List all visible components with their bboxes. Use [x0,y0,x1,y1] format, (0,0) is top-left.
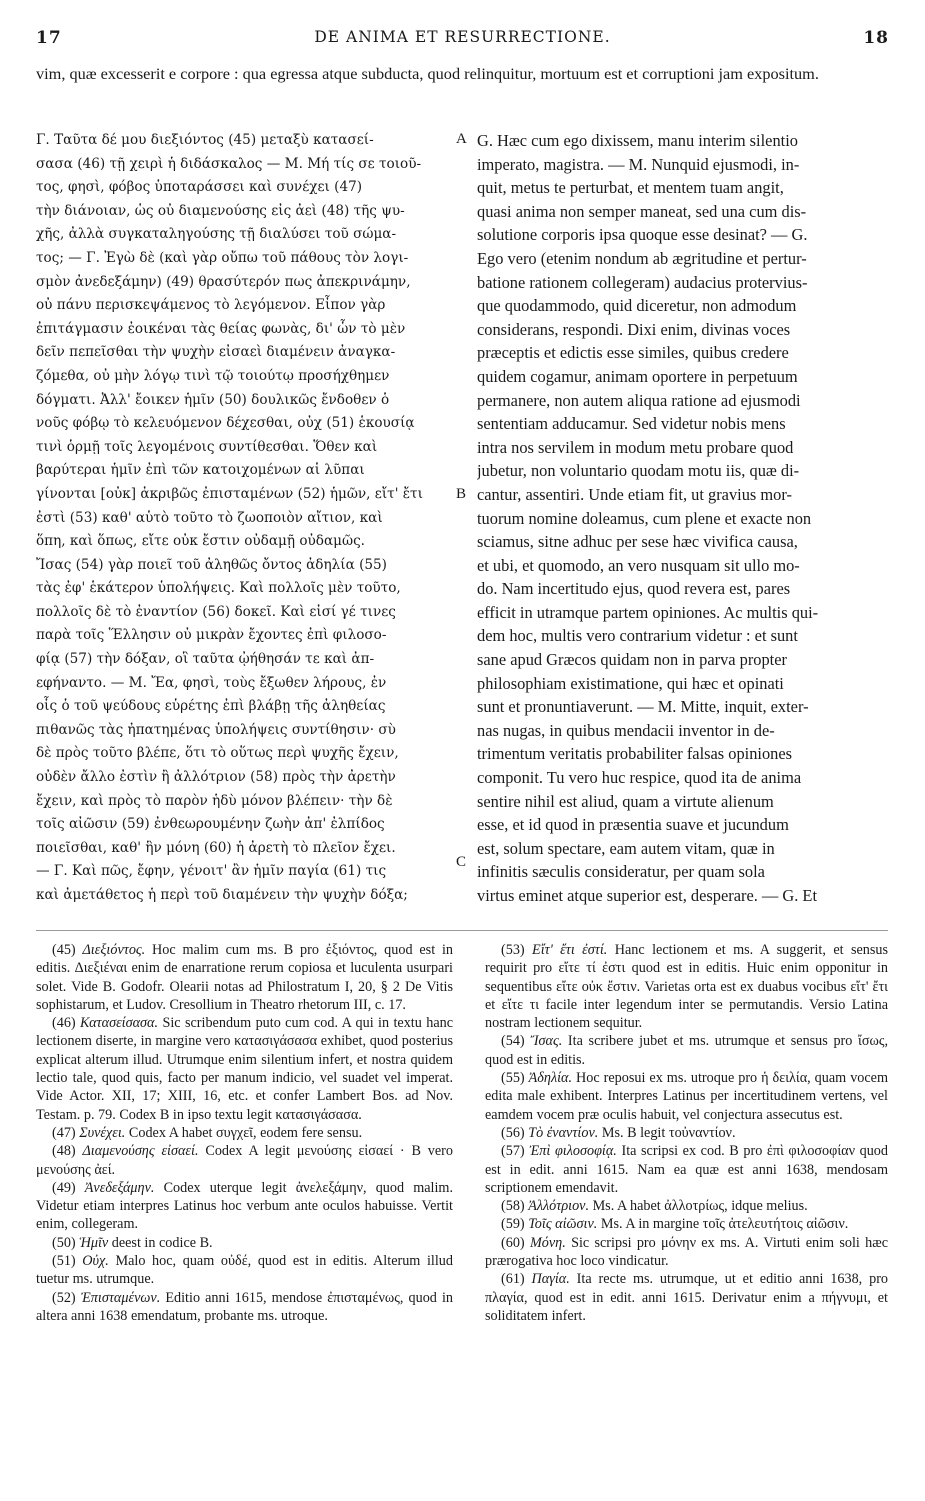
greek-text-line: δὲ πρὸς τοῦτο βλέπε, ὅτι τὸ οὕτως περὶ ψυχῆς ἔχειν, [36,745,399,762]
footnote-lemma: Κατασείσασα. [80,1015,159,1032]
latin-text-line: quidem cogamur, animam oportere in perpetuum [477,366,798,386]
greek-text-line: τος; — Γ. Ἐγὼ δὲ (καὶ γὰρ οὔπω τοῦ πάθους τὸν λογι- [36,249,409,266]
latin-text-line: sciamus, sitne adhuc per sese hæc vivifica causa, [477,532,798,552]
greek-text-line: οὐδὲν ἄλλο ἐστὶν ἢ ἀλλότριον (58) πρὸς τὴν ἀρετὴν [36,769,396,786]
running-title: DE ANIMA ET RESURRECTIONE. [314,28,611,46]
footnote [485,1270,888,1325]
footnote-lemma: Τοῖς αἰῶσιν. [528,1216,598,1233]
footnote-text: Ita scribere jubet et ms. utrumque et sensus pro ἴσως, quod est in editis. [485,1033,889,1068]
greek-text-line: πολλοῖς δὲ τὸ ἐναντίον (56) δοκεῖ. Καὶ εἰσί γέ τινες [36,603,396,620]
latin-text-line: est, solum spectare, eam autem vitam, quæ in [477,838,775,858]
latin-text-line: et ubi, et quomodo, an vero nusquam sit ullo mo- [477,555,800,575]
greek-text-line: τὴν διάνοιαν, ὡς οὐ διαμενούσης εἰς ἀεὶ (48) τῆς ψυ- [36,202,405,219]
latin-text-line: batione rationem collegeram) audacius protervius- [477,272,808,292]
latin-text-line: sunt et pronuntiaverunt. — M. Mitte, inquit, exter- [477,697,809,717]
footnote-text: Editio anni 1615, mendose ἐπισταμένως, quod in altera anni 1638 emendatum, probante ms. utroque. [36,1289,454,1324]
footnote-lemma: Μόνη. [529,1234,566,1251]
footnote-lemma: Ἴσας. [530,1033,563,1050]
footnote-lemma: Ἀνεδεξάμην. [84,1179,155,1196]
footnote [485,1197,888,1215]
footnote [485,941,888,1032]
footnote-text: Malo hoc, quam οὐδέ, quod est in editis. Alterum illud tuetur ms. utrumque. [36,1253,453,1288]
greek-text-line: ποιεῖσθαι, καθ' ἣν μόνη (60) ἡ ἀρετὴ τὸ πλεῖον ἔχει. [36,839,396,856]
greek-text-line: τος, φησὶ, φόβος ὑποταράσσει καὶ συνέχει (47) [36,179,363,196]
margin-letter-c: C [456,854,467,870]
greek-text-line: Ἴσας (54) γὰρ ποιεῖ τοῦ ἀληθῶς ὄντος ἀδηλία (55) [36,556,387,573]
latin-text-line: que quodammodo, quid diceretur, non admodum [477,296,797,316]
greek-text-line: δεῖν πεπεῖσθαι τὴν ψυχὴν εἰσαεὶ διαμένειν ἀναγκα- [36,344,396,361]
running-header [36,28,889,52]
footnote [36,1252,453,1289]
latin-text-line: trimentum veritatis probabiliter falsas opiniones [477,744,792,764]
footnote [485,1142,888,1197]
footnotes-right-column [485,941,888,1325]
latin-text-line: permanere, non autem aliqua ratione ad ejusmodi [477,390,801,410]
footnote-lemma: Ἐπισταμένων. [80,1289,161,1306]
greek-text-line: φίᾳ (57) τὴν δόξαν, οἳ ταῦτα ᾠήθησάν τε καὶ ἀπ- [36,651,375,668]
footnote-lemma: Ἀδηλία. [528,1070,573,1087]
greek-text-line: πιθανῶς τὰς ἠπατημένας ὑπολήψεις συντίθησιν· σὺ [36,721,396,738]
latin-text-line: esse, et id quod in præsentia suave et jucundum [477,815,789,835]
greek-text-line: σασα (46) τῇ χειρὶ ἡ διδάσκαλος — Μ. Μή τίς σε τοιοῦ- [36,155,422,172]
footnote-number: (47) [52,1124,76,1141]
latin-text-line: sentire nihil est aliud, quam a virtute alienum [477,791,774,811]
latin-text-column [477,129,888,908]
latin-text-line: nas nugas, in quibus mendacii inventor in de- [477,720,775,740]
margin-letter-a: A [456,131,467,147]
footnote-lemma: Ἀλλότριον. [528,1198,590,1215]
footnote-rule [36,930,888,931]
footnote-lemma: Ἐπὶ φιλοσοφίᾳ. [529,1143,617,1160]
footnote-number: (55) [501,1070,525,1087]
greek-text-line: τοῖς αἰῶσιν (59) ἐνθεωρουμένην ζωὴν ἀπ' ἐλπίδος [36,816,385,833]
page-number-right: 18 [863,28,889,48]
greek-text-column [36,129,456,908]
greek-text-line: νοῦς φόβῳ τὸ κελευόμενον δέχεσθαι, οὐχ (51) ἑκουσίᾳ [36,415,415,432]
latin-text-line: tuorum nomine doleamus, cum plene et exacte non [477,508,812,528]
footnote [36,941,453,1014]
greek-text-line: Γ. Ταῦτα δέ μου διεξιόντος (45) μεταξὺ κατασεί- [36,132,374,148]
footnote [485,1032,888,1069]
footnote [485,1215,888,1233]
footnote-text: Hoc malim cum ms. B pro ἐξιόντος, quod est in editis. Διεξιέναι enim de enarratione rerum copiosa et luculenta usurpari solet. Vide B. Godofr. Olearii notas ad Philostratum I, 20, § 2 De Vitis sophistarum, et Ludov. Cresollium in Theatro rhetorum III, c. 17. [36,942,453,1013]
greek-text-line: σμὸν ἀνεδεξάμην) (49) θρασύτερόν πως ἀπεκρινάμην, [36,273,411,290]
footnote-number: (51) [52,1253,76,1270]
latin-text-line: philosophiam existimatione, qui hæc et opinati [477,673,784,693]
footnote [36,1014,453,1124]
latin-text-line: do. Nam incertitudo ejus, quod revera est, pares [477,579,791,599]
intro-paragraph: vim, quæ excesserit e corpore : qua egressa atque subducta, quod relinquitur, mortuum est et corruptioni jam expositum. [36,64,819,83]
margin-letter-b: B [456,486,467,502]
footnote-text: Codex A legit μενούσης εἰσαεί · B vero μενούσης ἀεί. [36,1143,454,1178]
footnote-text: Ita recte ms. utrumque, ut et editio anni 1638, pro πλαγία, quod est in edit. anni 1615. Derivatur enim a πήγνυμι, et soliditatem infert. [485,1271,889,1324]
footnote-lemma: Παγία. [531,1271,570,1288]
greek-text-line: δόγματι. Ἀλλ' ἔοικεν ἡμῖν (50) δουλικῶς ἔνδοθεν ὁ [36,391,390,408]
page-number-left: 17 [36,28,62,48]
footnote-lemma: Συνέχει. [79,1124,126,1141]
latin-text-line: efficit in utramque partem opiniones. Ac multis qui- [477,602,819,622]
greek-text-line: τινὶ ὁρμῇ τοῖς λεγομένοις συντίθεσθαι. Ὅθεν καὶ [36,438,378,455]
footnote-number: (53) [501,942,525,958]
greek-text-line: τὰς ἐφ' ἑκάτερον ὑπολήψεις. Καὶ πολλοῖς μὲν τοῦτο, [36,580,401,597]
latin-text-line: dem hoc, multis vero contrarium videtur : et sunt [477,626,798,646]
footnote [36,1289,453,1326]
footnote-text: Ms. A habet ἀλλοτρίως, idque melius. [592,1198,808,1215]
latin-text-line: quasi anima non semper maneat, sed una cum dis- [477,201,807,221]
footnote [36,1234,453,1252]
greek-text-line: ζόμεθα, οὐ μὴν λόγῳ τινὶ τῷ τοιούτῳ προσήχθημεν [36,367,390,384]
greek-text-line: παρὰ τοῖς Ἕλλησιν οὐ μικρὰν ἔχοντες ἐπὶ φιλοσο- [36,627,387,644]
latin-text-line: considerans, respondi. Dixi enim, divinas voces [477,319,791,339]
footnote-text: Hoc reposui ex ms. utroque pro ἡ δειλία, quam vocem edita male exhibent. Interpres Latinus per incertitudinem vertens, vel eamdem vocem præ oculis habuit, vel conjectura assecutus est. [485,1070,889,1123]
footnote-text: Ms. B legit τοὐναντίον. [601,1124,736,1141]
latin-text-line: solutione corporis ipsa quoque esse desinat? — G. [477,225,808,245]
footnote [36,1179,453,1234]
latin-text-line: jubetur, non voluntario quodam motu iis, quæ di- [477,461,800,481]
footnote-number: (46) [52,1015,76,1032]
latin-text-line: G. Hæc cum ego dixissem, manu interim silentio [477,131,798,150]
footnote-text: Codex uterque legit ἀνελεξάμην, quod malim. Videtur etiam interpres Latinus hoc verbum ante oculos habuisse. Vertit enim, collegeram. [36,1179,453,1233]
greek-text-line: εφήναντο. — Μ. Ἔα, φησὶ, τοὺς ἔξωθεν λήρους, ἐν [36,674,387,691]
greek-text-line: ὅπη, καὶ ὅπως, εἴτε οὐκ ἔστιν οὐδαμῇ οὐδαμῶς. [36,533,365,550]
footnote-lemma: Οὐχ. [82,1253,109,1270]
greek-text-line: οἷς ὁ τοῦ ψεύδους εὑρέτης ἐπὶ βλάβῃ τῆς ἀληθείας [36,698,386,715]
footnote-number: (58) [501,1198,525,1215]
footnote-number: (61) [501,1271,525,1288]
footnote-number: (59) [501,1216,525,1233]
latin-text-line: intra nos servilem in modum metu probare quod [477,437,794,457]
footnote-text: Hanc lectionem et ms. A suggerit, et sensus requirit pro εἴτε τί ἐστι quod est in editis. Huic enim opponitur in sequentibus εἴτε οὐκ ἔστιν. Varietas orta est ex duabus vocibus εἴτ' ἔτι et εἴτε τι facile inter legendum inter se permutandis. Versio Latina nostram lectionem sequitur. [485,942,889,1032]
latin-text-line: virtus eminet atque superior est, desperare. — G. Et [477,886,818,905]
footnote [36,1142,453,1179]
latin-text-line: componit. Tu vero huc respice, quod ita de anima [477,768,802,788]
footnote-number: (45) [52,942,76,958]
latin-text-line: cantur, assentiri. Unde etiam fit, ut gravius mor- [477,484,792,504]
footnote-number: (60) [501,1234,525,1251]
footnote-number: (50) [52,1234,76,1251]
greek-text-line: οὐ πάνυ περισκεψάμενος τὸ λεγόμενον. Εἶπον γὰρ [36,297,386,314]
latin-text-line: imperato, magistra. — M. Nunquid ejusmodi, in- [477,154,800,174]
greek-text-line: ἔχειν, καὶ πρὸς τὸ παρὸν ἡδὺ μόνον βλέπειν· τὴν δὲ [36,792,393,809]
footnote-text: Sic scribendum puto cum cod. A qui in textu hanc lectionem diserte, in margine vero κατασιγάσασα exhibet, quod posterius explicat alterum illud. Utrumque enim silentium infert, et nostra quidem lectio tale, quod quis, facto per manum indicio, vel suadet vel imperat. Vide Actor. XII, 17; XIII, 16, etc. et confer Lambert Bos. ad Nov. Testam. p. 79. Codex B in ipso textu legit κατασιγάσασα. [36,1015,454,1123]
footnote [485,1234,888,1271]
footnote [485,1069,888,1124]
latin-text-line: sententiam adducamur. Sed videtur nobis mens [477,414,786,434]
latin-text-line: quit, metus te perturbat, et mentem tuam angit, [477,178,784,198]
latin-text-line: præceptis et edictis esse similes, quibus credere [477,343,789,363]
footnote-number: (52) [52,1289,76,1306]
footnote-number: (57) [501,1143,525,1160]
greek-text-line: καὶ ἀμετάθετος ἡ περὶ τοῦ διαμένειν τὴν ψυχὴν δόξα; [36,887,408,903]
footnotes-left-column [36,941,453,1325]
greek-text-line: ἐστὶ (53) καθ' αὑτὸ τοῦτο τὸ ζωοποιὸν αἴτιον, καὶ [36,509,383,526]
footnote-text: Ita scripsi ex cod. B pro ἐπὶ φιλοσοφίαν quod est in edit. anni 1615. Nam ea quæ est anni 1638, mendosam scriptionem emendavit. [485,1143,888,1196]
footnote-text: Ms. A in margine τοῖς ἀτελευτήτοις αἰῶσιν. [600,1216,849,1233]
footnote-lemma: Τὸ ἐναντίον. [528,1124,599,1141]
latin-text-line: Ego vero (etenim nondum ab ægritudine et pertur- [477,248,807,268]
greek-text-line: βαρύτεραι ἡμῖν ἐπὶ τῶν κατοιχομένων αἱ λῦπαι [36,462,365,479]
footnote [36,1124,453,1142]
footnote [485,1124,888,1142]
footnote-lemma: Εἴτ' ἔτι ἐστί. [532,942,608,958]
footnote-number: (54) [501,1033,525,1050]
greek-text-line: — Γ. Καὶ πῶς, ἔφην, γένοιτ' ἂν ἡμῖν παγία (61) τις [36,863,387,880]
greek-text-line: χῆς, ἀλλὰ συγκαταληγούσης τῇ διαλύσει τοῦ σώμα- [36,226,397,243]
footnote-text: Codex A habet συγχεῖ, eodem fere sensu. [128,1124,363,1141]
greek-text-line: γίνονται [οὐκ] ἀκριβῶς ἐπισταμένων (52) ἡμῶν, εἴτ' ἔτι [36,485,423,502]
footnote-lemma: Διαμενούσης εἰσαεί. [82,1143,199,1160]
footnote-lemma: Διεξιόντος. [82,942,146,958]
footnote-number: (49) [52,1179,76,1196]
latin-text-line: infinitis sæculis consideratur, per quam sola [477,862,765,882]
footnote-lemma: Ἡμῖν [79,1234,109,1251]
footnote-number: (56) [501,1124,525,1141]
footnote-text: deest in codice B. [111,1234,213,1251]
greek-text-line: ἐπιτάγμασιν ἐοικέναι τὰς θείας φωνὰς, δι' ὧν τὸ μὲν [36,320,406,337]
footnote-number: (48) [52,1143,76,1160]
latin-text-line: sane apud Græcos quidam non in parva propter [477,650,787,670]
footnote-text: Sic scripsi pro μόνην ex ms. A. Virtuti enim soli hæc prærogativa hoc loco vindicatur. [485,1234,889,1270]
